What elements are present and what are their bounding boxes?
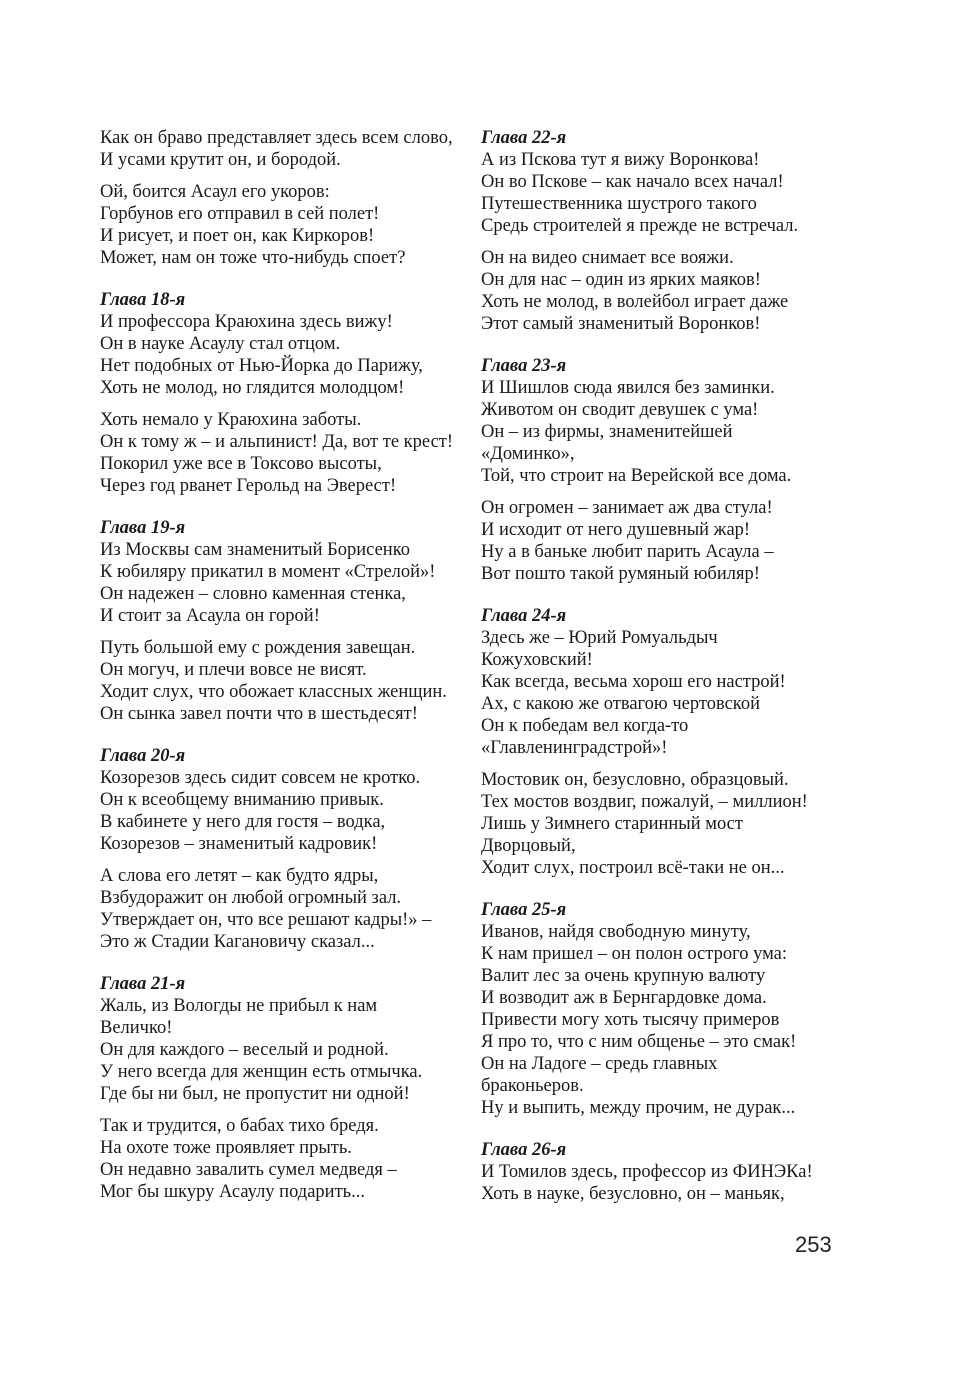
chapter xyxy=(100,745,472,953)
verse-line: Ой, боится Асаул его укоров: xyxy=(100,182,330,202)
stanza xyxy=(100,637,472,725)
verse-line: Покорил уже все в Токсово высоты, xyxy=(100,454,382,474)
verse-line: Он огромен – занимает аж два стула! xyxy=(481,498,773,518)
verse-line: Он для нас – один из ярких маяков! xyxy=(481,270,761,290)
chapter-heading: Глава 23-я xyxy=(481,356,567,376)
verse-line: Козорезов – знаменитый кадровик! xyxy=(100,834,378,854)
verse-line: Хоть не молод, в волейбол играет даже xyxy=(481,292,789,312)
chapter-heading: Глава 25-я xyxy=(481,900,567,920)
verse-line: Он в науке Асаулу стал отцом. xyxy=(100,334,341,354)
verse-line: Хоть в науке, безусловно, он – маньяк, xyxy=(481,1184,785,1204)
verse-line: Как всегда, весьма хорош его настрой! xyxy=(481,672,786,692)
stanza xyxy=(481,1161,853,1205)
chapter xyxy=(481,355,853,585)
verse-line: Средь строителей я прежде не встречал. xyxy=(481,216,799,236)
chapter-heading: Глава 21-я xyxy=(100,974,186,994)
verse-line: Это ж Стадии Кагановичу сказал... xyxy=(100,932,375,952)
verse-line: К нам пришел – он полон острого ума: xyxy=(481,944,788,964)
verse-line: Где бы ни был, не пропустит ни одной! xyxy=(100,1084,410,1104)
verse-line: И возводит аж в Бернгардовке дома. xyxy=(481,988,767,1008)
verse-line: Путешественника шустрого такого xyxy=(481,194,757,214)
chapter-heading: Глава 24-я xyxy=(481,606,567,626)
verse-line: Взбудоражит он любой огромный зал. xyxy=(100,888,402,908)
right-column xyxy=(481,127,853,1225)
verse-line: Ну а в баньке любит парить Асаула – xyxy=(481,542,774,562)
verse-line: И профессора Краюхина здесь вижу! xyxy=(100,312,393,332)
stanza xyxy=(100,539,472,627)
stanza xyxy=(481,149,853,237)
stanza xyxy=(481,247,853,335)
chapter-heading: Глава 20-я xyxy=(100,746,186,766)
verse-line: Он сынка завел почти что в шестьдесят! xyxy=(100,704,418,724)
stanza xyxy=(100,865,472,953)
verse-line: Дворцовый, xyxy=(481,836,576,856)
stanza xyxy=(481,769,853,879)
verse-line: Путь большой ему с рождения завещан. xyxy=(100,638,416,658)
verse-line: «Доминко», xyxy=(481,444,575,464)
stanza xyxy=(481,377,853,487)
verse-line: браконьеров. xyxy=(481,1076,584,1096)
stanza xyxy=(100,995,472,1105)
chapter xyxy=(481,899,853,1119)
verse-line: Он к всеобщему вниманию привык. xyxy=(100,790,384,810)
verse-line: Он надежен – словно каменная стенка, xyxy=(100,584,406,604)
chapter-heading: Глава 19-я xyxy=(100,518,186,538)
verse-line: Привести могу хоть тысячу примеров xyxy=(481,1010,780,1030)
verse-line: Мог бы шкуру Асаулу подарить... xyxy=(100,1182,365,1202)
verse-line: Жаль, из Вологды не прибыл к нам xyxy=(100,996,378,1016)
verse-line: А из Пскова тут я вижу Воронкова! xyxy=(481,150,760,170)
verse-line: Нет подобных от Нью-Йорка до Парижу, xyxy=(100,356,423,376)
verse-line: Через год рванет Герольд на Эверест! xyxy=(100,476,397,496)
verse-line: Кожуховский! xyxy=(481,650,593,670)
verse-line: И Шишлов сюда явился без заминки. xyxy=(481,378,775,398)
verse-line: Может, нам он тоже что-нибудь споет? xyxy=(100,248,406,268)
verse-line: И рисует, и поет он, как Киркоров! xyxy=(100,226,375,246)
verse-line: И усами крутит он, и бородой. xyxy=(100,150,341,170)
verse-line: Величко! xyxy=(100,1018,173,1038)
verse-line: Ах, с какою же отвагою чертовской xyxy=(481,694,760,714)
chapter-heading: Глава 26-я xyxy=(481,1140,567,1160)
verse-line: И исходит от него душевный жар! xyxy=(481,520,751,540)
verse-line: Горбунов его отправил в сей полет! xyxy=(100,204,380,224)
verse-line: Как он браво представляет здесь всем слово, xyxy=(100,128,453,148)
verse-line: У него всегда для женщин есть отмычка. xyxy=(100,1062,423,1082)
verse-line: Валит лес за очень крупную валюту xyxy=(481,966,766,986)
verse-line: Он на Ладоге – средь главных xyxy=(481,1054,718,1074)
verse-line: Ну и выпить, между прочим, не дурак... xyxy=(481,1098,796,1118)
verse-line: Он недавно завалить сумел медведя – xyxy=(100,1160,397,1180)
chapter xyxy=(481,1139,853,1205)
verse-line: Утверждает он, что все решают кадры!» – xyxy=(100,910,432,930)
verse-line: На охоте тоже проявляет прыть. xyxy=(100,1138,352,1158)
verse-line: Иванов, найдя свободную минуту, xyxy=(481,922,751,942)
chapter xyxy=(100,517,472,725)
stanza xyxy=(100,767,472,855)
verse-line: Из Москвы сам знаменитый Борисенко xyxy=(100,540,411,560)
verse-line: Здесь же – Юрий Ромуальдыч xyxy=(481,628,718,648)
chapter xyxy=(100,289,472,497)
verse-line: Хоть немало у Краюхина заботы. xyxy=(100,410,362,430)
chapter xyxy=(481,127,853,335)
verse-line: «Главленинградстрой»! xyxy=(481,738,668,758)
verse-line: Лишь у Зимнего старинный мост xyxy=(481,814,743,834)
chapter xyxy=(481,605,853,879)
verse-line: Той, что строит на Верейской все дома. xyxy=(481,466,792,486)
verse-line: А слова его летят – как будто ядры, xyxy=(100,866,379,886)
verse-line: Ходит слух, что обожает классных женщин. xyxy=(100,682,447,702)
verse-line: Он могуч, и плечи вовсе не висят. xyxy=(100,660,367,680)
stanza xyxy=(481,497,853,585)
verse-line: Так и трудится, о бабах тихо бредя. xyxy=(100,1116,379,1136)
stanza xyxy=(100,127,472,171)
verse-line: И Томилов здесь, профессор из ФИНЭКа! xyxy=(481,1162,813,1182)
verse-line: Мостовик он, безусловно, образцовый. xyxy=(481,770,789,790)
page-number: 253 xyxy=(795,1232,832,1257)
verse-line: Тех мостов воздвиг, пожалуй, – миллион! xyxy=(481,792,808,812)
chapter xyxy=(100,973,472,1203)
left-column xyxy=(100,127,472,1223)
verse-line: Ходит слух, построил всё-таки не он... xyxy=(481,858,785,878)
stanza xyxy=(100,409,472,497)
stanza xyxy=(100,311,472,399)
verse-line: К юбиляру прикатил в момент «Стрелой»! xyxy=(100,562,436,582)
verse-line: Он к тому ж – и альпинист! Да, вот те крест! xyxy=(100,432,454,452)
verse-line: Он во Пскове – как начало всех начал! xyxy=(481,172,784,192)
chapter-heading: Глава 18-я xyxy=(100,290,186,310)
verse-line: Он – из фирмы, знаменитейшей xyxy=(481,422,733,442)
stanza xyxy=(100,1115,472,1203)
verse-line: Хоть не молод, но глядится молодцом! xyxy=(100,378,405,398)
stanza xyxy=(481,921,853,1119)
verse-line: Он к победам вел когда-то xyxy=(481,716,689,736)
verse-line: Вот пошто такой румяный юбиляр! xyxy=(481,564,760,584)
verse-line: Он для каждого – веселый и родной. xyxy=(100,1040,389,1060)
chapter xyxy=(100,127,472,269)
verse-line: Я про то, что с ним общенье – это смак! xyxy=(481,1032,797,1052)
stanza xyxy=(100,181,472,269)
verse-line: Этот самый знаменитый Воронков! xyxy=(481,314,761,334)
chapter-heading: Глава 22-я xyxy=(481,128,567,148)
verse-line: В кабинете у него для гостя – водка, xyxy=(100,812,386,832)
stanza xyxy=(481,627,853,759)
verse-line: И стоит за Асаула он горой! xyxy=(100,606,320,626)
verse-line: Козорезов здесь сидит совсем не кротко. xyxy=(100,768,421,788)
verse-line: Животом он сводит девушек с ума! xyxy=(481,400,759,420)
verse-line: Он на видео снимает все вояжи. xyxy=(481,248,734,268)
